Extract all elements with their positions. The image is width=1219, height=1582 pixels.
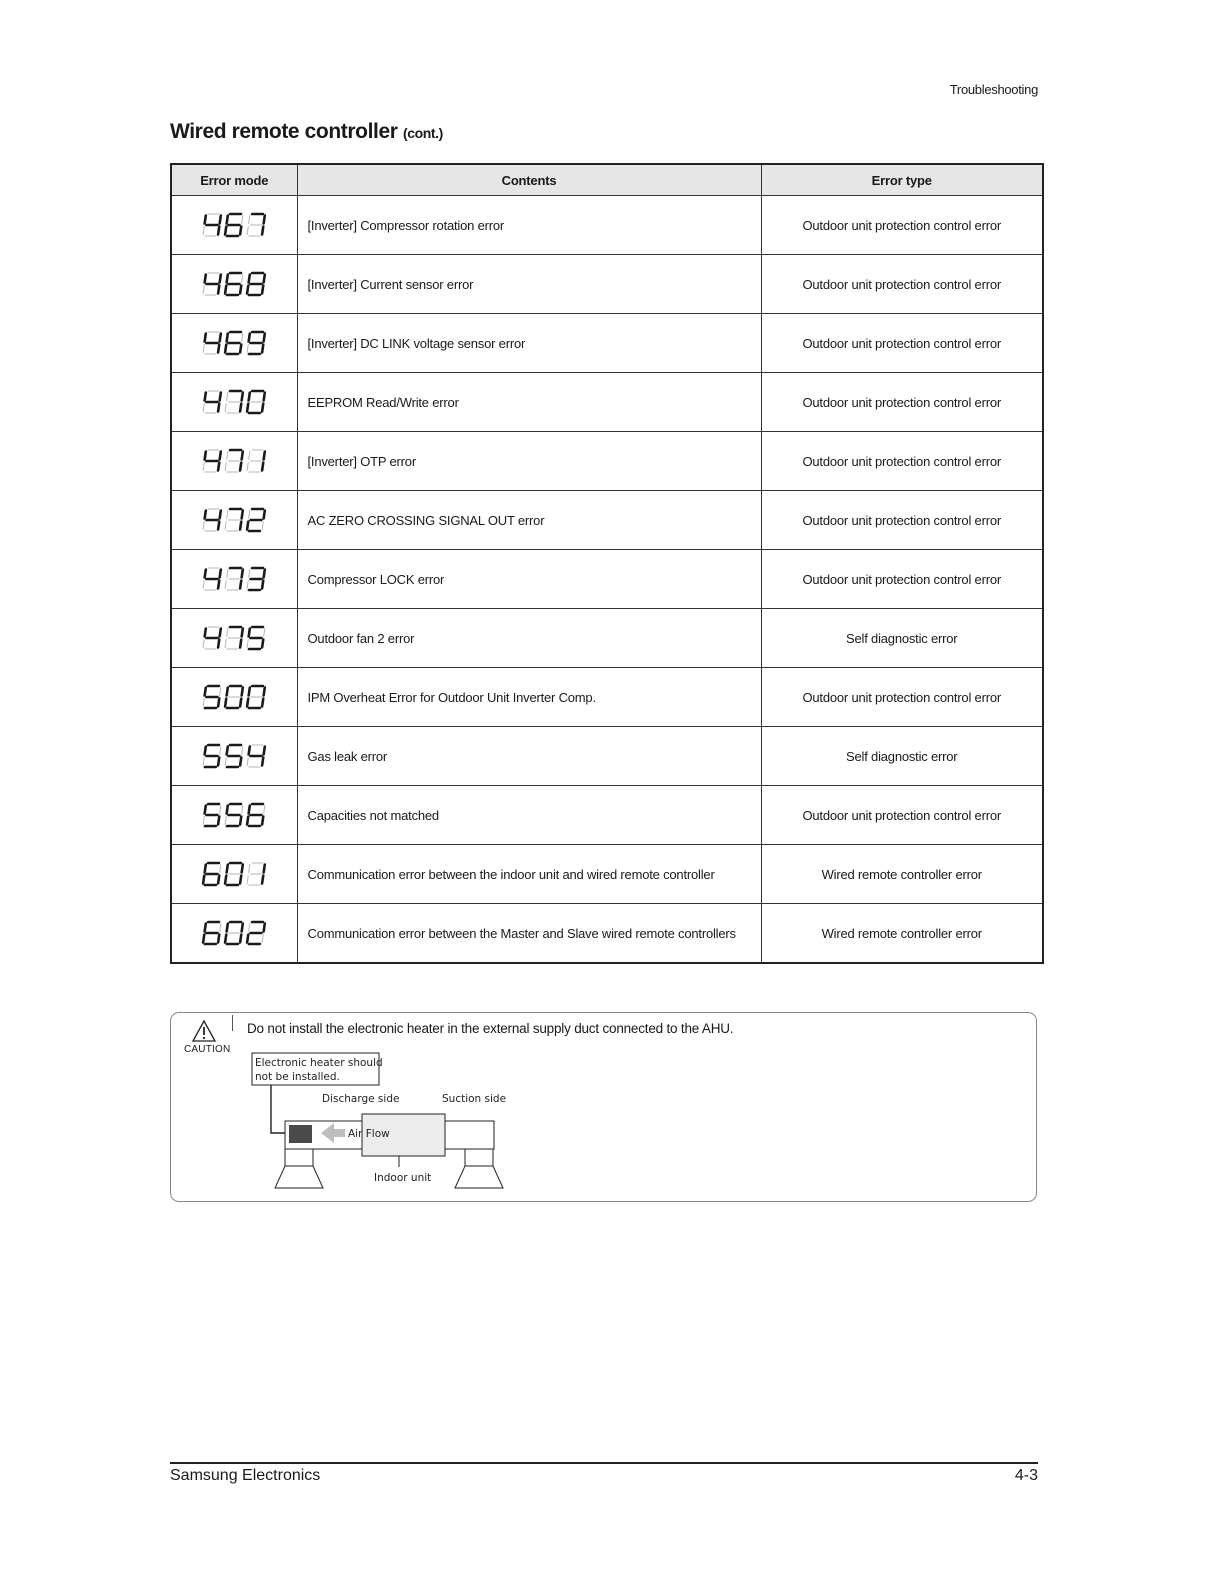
segment-on	[218, 227, 219, 235]
error-code-display	[201, 682, 268, 712]
table-row	[171, 491, 1043, 550]
table-row	[171, 668, 1043, 727]
heater-note-line1: Electronic heater should	[255, 1057, 383, 1069]
seven-segment-digit	[225, 450, 243, 472]
segment-on	[240, 876, 241, 884]
segment-on	[203, 935, 204, 943]
segment-on	[247, 522, 248, 530]
segment-off	[241, 747, 242, 755]
segment-off	[203, 640, 204, 648]
table-row	[171, 609, 1043, 668]
segment-on	[263, 924, 264, 932]
footer-page-number: 4-3	[1014, 1467, 1038, 1484]
segment-on	[219, 275, 220, 283]
error-table	[170, 163, 1044, 964]
segment-on	[226, 806, 227, 814]
segment-off	[241, 806, 242, 814]
segment-on	[240, 463, 241, 471]
seven-segment-digit	[203, 391, 221, 413]
segment-on	[263, 570, 264, 578]
error-code-display	[201, 328, 268, 358]
table-row	[171, 314, 1043, 373]
segment-on	[225, 345, 226, 353]
error-code-display	[201, 859, 268, 889]
segment-off	[225, 522, 226, 530]
seven-segment-digit	[203, 745, 221, 767]
seven-segment-digit	[247, 745, 265, 767]
error-contents: AC ZERO CROSSING SIGNAL OUT error	[297, 491, 761, 550]
error-contents: Outdoor fan 2 error	[297, 609, 761, 668]
segment-on	[219, 570, 220, 578]
error-contents: Communication error between the indoor unit and wired remote controller	[297, 845, 761, 904]
segment-on	[262, 227, 263, 235]
segment-off	[248, 924, 249, 932]
segment-off	[247, 758, 248, 766]
seven-segment-digit	[247, 273, 265, 295]
error-code-display	[201, 446, 268, 476]
seven-segment-digit	[225, 863, 243, 885]
table-row	[171, 373, 1043, 432]
segment-on	[219, 629, 220, 637]
error-type: Outdoor unit protection control error	[761, 491, 1043, 550]
error-type: Self diagnostic error	[761, 609, 1043, 668]
segment-on	[248, 629, 249, 637]
segment-on	[218, 522, 219, 530]
segment-on	[218, 463, 219, 471]
error-contents: [Inverter] DC LINK voltage sensor error	[297, 314, 761, 373]
segment-off	[263, 806, 264, 814]
segment-on	[204, 334, 205, 342]
segment-on	[218, 640, 219, 648]
seven-segment-digit	[247, 863, 265, 885]
seven-segment-digit	[225, 627, 243, 649]
error-code-cell	[171, 668, 297, 727]
seven-segment-digit	[203, 509, 221, 531]
segment-off	[203, 286, 204, 294]
error-type: Outdoor unit protection control error	[761, 550, 1043, 609]
table-row	[171, 432, 1043, 491]
airflow-label: Air Flow	[348, 1128, 390, 1140]
seven-segment-digit	[203, 863, 221, 885]
discharge-duct-neck	[285, 1149, 313, 1166]
segment-on	[204, 511, 205, 519]
error-code-display	[201, 741, 268, 771]
segment-on	[262, 463, 263, 471]
heater-installation-diagram	[255, 1051, 517, 1201]
column-header-contents: Contents	[297, 164, 761, 196]
table-row	[171, 845, 1043, 904]
segment-on	[240, 404, 241, 412]
heater-note-line2: not be installed.	[255, 1071, 340, 1083]
error-code-cell	[171, 196, 297, 255]
segment-off	[225, 463, 226, 471]
segment-off	[262, 522, 263, 530]
error-type: Self diagnostic error	[761, 727, 1043, 786]
error-contents: Gas leak error	[297, 727, 761, 786]
seven-segment-digit	[225, 568, 243, 590]
segment-on	[240, 935, 241, 943]
seven-segment-digit	[225, 273, 243, 295]
column-header-error-mode: Error mode	[171, 164, 297, 196]
error-code-display	[201, 505, 268, 535]
error-code-cell	[171, 491, 297, 550]
seven-segment-digit	[203, 627, 221, 649]
segment-on	[263, 275, 264, 283]
segment-on	[219, 334, 220, 342]
segment-on	[204, 747, 205, 755]
running-head: Troubleshooting	[949, 82, 1038, 97]
seven-segment-digit	[225, 214, 243, 236]
segment-on	[219, 216, 220, 224]
segment-on	[204, 629, 205, 637]
segment-on	[247, 935, 248, 943]
page-title-suffix: (cont.)	[402, 125, 443, 141]
seven-segment-digit	[247, 509, 265, 531]
error-type: Outdoor unit protection control error	[761, 314, 1043, 373]
error-code-display	[201, 918, 268, 948]
table-row	[171, 255, 1043, 314]
error-type: Wired remote controller error	[761, 904, 1043, 964]
segment-on	[226, 334, 227, 342]
error-code-cell	[171, 314, 297, 373]
segment-on	[218, 345, 219, 353]
page-title-main: Wired remote controller	[170, 120, 398, 143]
error-contents: [Inverter] OTP error	[297, 432, 761, 491]
segment-off	[219, 865, 220, 873]
seven-segment-digit	[247, 686, 265, 708]
seven-segment-digit	[203, 568, 221, 590]
error-code-display	[201, 564, 268, 594]
table-row	[171, 196, 1043, 255]
segment-on	[226, 865, 227, 873]
error-code-cell	[171, 255, 297, 314]
error-code-cell	[171, 727, 297, 786]
segment-off	[247, 227, 248, 235]
segment-on	[218, 286, 219, 294]
error-contents: Compressor LOCK error	[297, 550, 761, 609]
seven-segment-digit	[225, 509, 243, 531]
segment-on	[204, 393, 205, 401]
discharge-outlet	[275, 1166, 323, 1188]
segment-on	[204, 452, 205, 460]
segment-on	[262, 876, 263, 884]
segment-on	[248, 747, 249, 755]
segment-on	[241, 924, 242, 932]
segment-off	[225, 581, 226, 589]
segment-on	[240, 817, 241, 825]
segment-on	[262, 640, 263, 648]
segment-on	[218, 699, 219, 707]
caution-text: Do not install the electronic heater in the external supply duct connected to the AHU.	[247, 1021, 734, 1036]
segment-on	[247, 699, 248, 707]
segment-off	[248, 216, 249, 224]
segment-on	[219, 452, 220, 460]
error-code-cell	[171, 432, 297, 491]
segment-off	[248, 570, 249, 578]
segment-off	[225, 404, 226, 412]
error-code-display	[201, 387, 268, 417]
footer-rule	[170, 1462, 1038, 1464]
segment-on	[248, 806, 249, 814]
seven-segment-digit	[203, 804, 221, 826]
error-contents: [Inverter] Compressor rotation error	[297, 196, 761, 255]
segment-on	[226, 688, 227, 696]
segment-off	[226, 629, 227, 637]
segment-on	[262, 286, 263, 294]
caution-box	[170, 1012, 1037, 1202]
seven-segment-digit	[247, 922, 265, 944]
segment-on	[241, 629, 242, 637]
segment-off	[226, 570, 227, 578]
segment-on	[218, 758, 219, 766]
segment-on	[240, 345, 241, 353]
segment-off	[248, 865, 249, 873]
segment-on	[219, 511, 220, 519]
segment-on	[263, 688, 264, 696]
error-type: Outdoor unit protection control error	[761, 786, 1043, 845]
error-code-display	[201, 269, 268, 299]
segment-on	[225, 699, 226, 707]
seven-segment-digit	[247, 332, 265, 354]
seven-segment-digit	[225, 391, 243, 413]
segment-on	[204, 216, 205, 224]
segment-off	[247, 345, 248, 353]
seven-segment-digit	[247, 450, 265, 472]
segment-on	[263, 747, 264, 755]
segment-on	[225, 227, 226, 235]
seven-segment-digit	[203, 450, 221, 472]
segment-on	[248, 688, 249, 696]
seven-segment-digit	[225, 686, 243, 708]
segment-on	[241, 865, 242, 873]
segment-off	[225, 817, 226, 825]
seven-segment-digit	[203, 273, 221, 295]
seven-segment-digit	[203, 686, 221, 708]
error-type: Outdoor unit protection control error	[761, 196, 1043, 255]
error-code-display	[201, 800, 268, 830]
segment-off	[247, 640, 248, 648]
seven-segment-digit	[247, 214, 265, 236]
seven-segment-digit	[203, 922, 221, 944]
segment-off	[263, 629, 264, 637]
segment-on	[241, 393, 242, 401]
table-row	[171, 550, 1043, 609]
suction-side-label: Suction side	[442, 1093, 507, 1105]
error-type: Outdoor unit protection control error	[761, 373, 1043, 432]
segment-off	[203, 581, 204, 589]
segment-off	[219, 924, 220, 932]
seven-segment-digit	[225, 804, 243, 826]
segment-on	[262, 758, 263, 766]
error-contents: Capacities not matched	[297, 786, 761, 845]
error-type: Outdoor unit protection control error	[761, 432, 1043, 491]
error-contents: EEPROM Read/Write error	[297, 373, 761, 432]
warning-triangle-icon	[191, 1019, 217, 1043]
indoor-unit-label: Indoor unit	[374, 1172, 432, 1184]
seven-segment-digit	[247, 804, 265, 826]
segment-on	[240, 227, 241, 235]
segment-off	[248, 452, 249, 460]
segment-on	[263, 865, 264, 873]
table-header-row	[171, 164, 1043, 196]
seven-segment-digit	[225, 922, 243, 944]
segment-on	[203, 876, 204, 884]
segment-off	[203, 817, 204, 825]
error-contents: IPM Overheat Error for Outdoor Unit Inverter Comp.	[297, 668, 761, 727]
error-code-cell	[171, 786, 297, 845]
segment-on	[247, 286, 248, 294]
segment-on	[218, 404, 219, 412]
error-code-display	[201, 623, 268, 653]
segment-on	[248, 275, 249, 283]
segment-on	[204, 865, 205, 873]
segment-on	[262, 404, 263, 412]
segment-on	[204, 806, 205, 814]
segment-on	[204, 275, 205, 283]
segment-off	[262, 935, 263, 943]
error-contents: Communication error between the Master and Slave wired remote controllers	[297, 904, 761, 964]
segment-on	[240, 286, 241, 294]
segment-on	[218, 876, 219, 884]
table-row	[171, 904, 1043, 964]
segment-off	[203, 463, 204, 471]
segment-on	[241, 511, 242, 519]
segment-on	[240, 699, 241, 707]
segment-off	[247, 581, 248, 589]
segment-off	[203, 522, 204, 530]
segment-off	[247, 876, 248, 884]
segment-off	[225, 640, 226, 648]
segment-on	[240, 758, 241, 766]
segment-on	[262, 699, 263, 707]
segment-off	[247, 463, 248, 471]
segment-on	[241, 688, 242, 696]
segment-on	[218, 935, 219, 943]
error-type: Wired remote controller error	[761, 845, 1043, 904]
segment-on	[226, 924, 227, 932]
seven-segment-digit	[247, 627, 265, 649]
column-header-error-type: Error type	[761, 164, 1043, 196]
seven-segment-digit	[247, 568, 265, 590]
segment-on	[263, 511, 264, 519]
segment-off	[226, 452, 227, 460]
segment-on	[204, 924, 205, 932]
error-code-cell	[171, 550, 297, 609]
segment-on	[262, 345, 263, 353]
segment-off	[225, 758, 226, 766]
segment-off	[219, 747, 220, 755]
segment-on	[240, 522, 241, 530]
segment-off	[203, 404, 204, 412]
error-type: Outdoor unit protection control error	[761, 668, 1043, 727]
segment-off	[226, 511, 227, 519]
page-title	[170, 120, 443, 144]
segment-on	[225, 286, 226, 294]
segment-on	[240, 581, 241, 589]
segment-on	[219, 393, 220, 401]
error-contents: [Inverter] Current sensor error	[297, 255, 761, 314]
segment-on	[204, 688, 205, 696]
suction-inlet	[455, 1166, 503, 1188]
segment-off	[226, 393, 227, 401]
seven-segment-digit	[225, 332, 243, 354]
segment-on	[204, 570, 205, 578]
segment-on	[263, 334, 264, 342]
footer-company: Samsung Electronics	[170, 1467, 321, 1484]
error-code-cell	[171, 373, 297, 432]
segment-on	[218, 581, 219, 589]
segment-on	[263, 393, 264, 401]
table-row	[171, 727, 1043, 786]
caution-label: CAUTION	[184, 1044, 231, 1055]
seven-segment-digit	[203, 332, 221, 354]
suction-duct	[445, 1121, 494, 1149]
discharge-side-label: Discharge side	[322, 1093, 400, 1105]
segment-off	[203, 758, 204, 766]
segment-on	[240, 640, 241, 648]
segment-off	[241, 334, 242, 342]
segment-off	[203, 227, 204, 235]
segment-on	[226, 747, 227, 755]
segment-on	[225, 935, 226, 943]
error-code-cell	[171, 845, 297, 904]
suction-duct-neck	[465, 1149, 493, 1166]
seven-segment-digit	[203, 214, 221, 236]
segment-off	[241, 275, 242, 283]
segment-on	[225, 876, 226, 884]
caution-divider	[232, 1015, 233, 1031]
segment-on	[248, 334, 249, 342]
segment-on	[218, 817, 219, 825]
segment-on	[248, 393, 249, 401]
segment-on	[226, 275, 227, 283]
segment-off	[248, 511, 249, 519]
segment-on	[241, 452, 242, 460]
segment-on	[247, 404, 248, 412]
seven-segment-digit	[225, 745, 243, 767]
error-code-display	[201, 210, 268, 240]
table-row	[171, 786, 1043, 845]
segment-on	[241, 570, 242, 578]
segment-off	[203, 345, 204, 353]
error-code-cell	[171, 609, 297, 668]
segment-on	[262, 817, 263, 825]
segment-off	[219, 806, 220, 814]
segment-on	[263, 452, 264, 460]
error-code-cell	[171, 904, 297, 964]
segment-on	[226, 216, 227, 224]
seven-segment-digit	[247, 391, 265, 413]
segment-on	[262, 581, 263, 589]
segment-off	[219, 688, 220, 696]
segment-on	[263, 216, 264, 224]
error-type: Outdoor unit protection control error	[761, 255, 1043, 314]
electronic-heater	[289, 1125, 312, 1143]
segment-on	[247, 817, 248, 825]
segment-off	[203, 699, 204, 707]
segment-off	[241, 216, 242, 224]
